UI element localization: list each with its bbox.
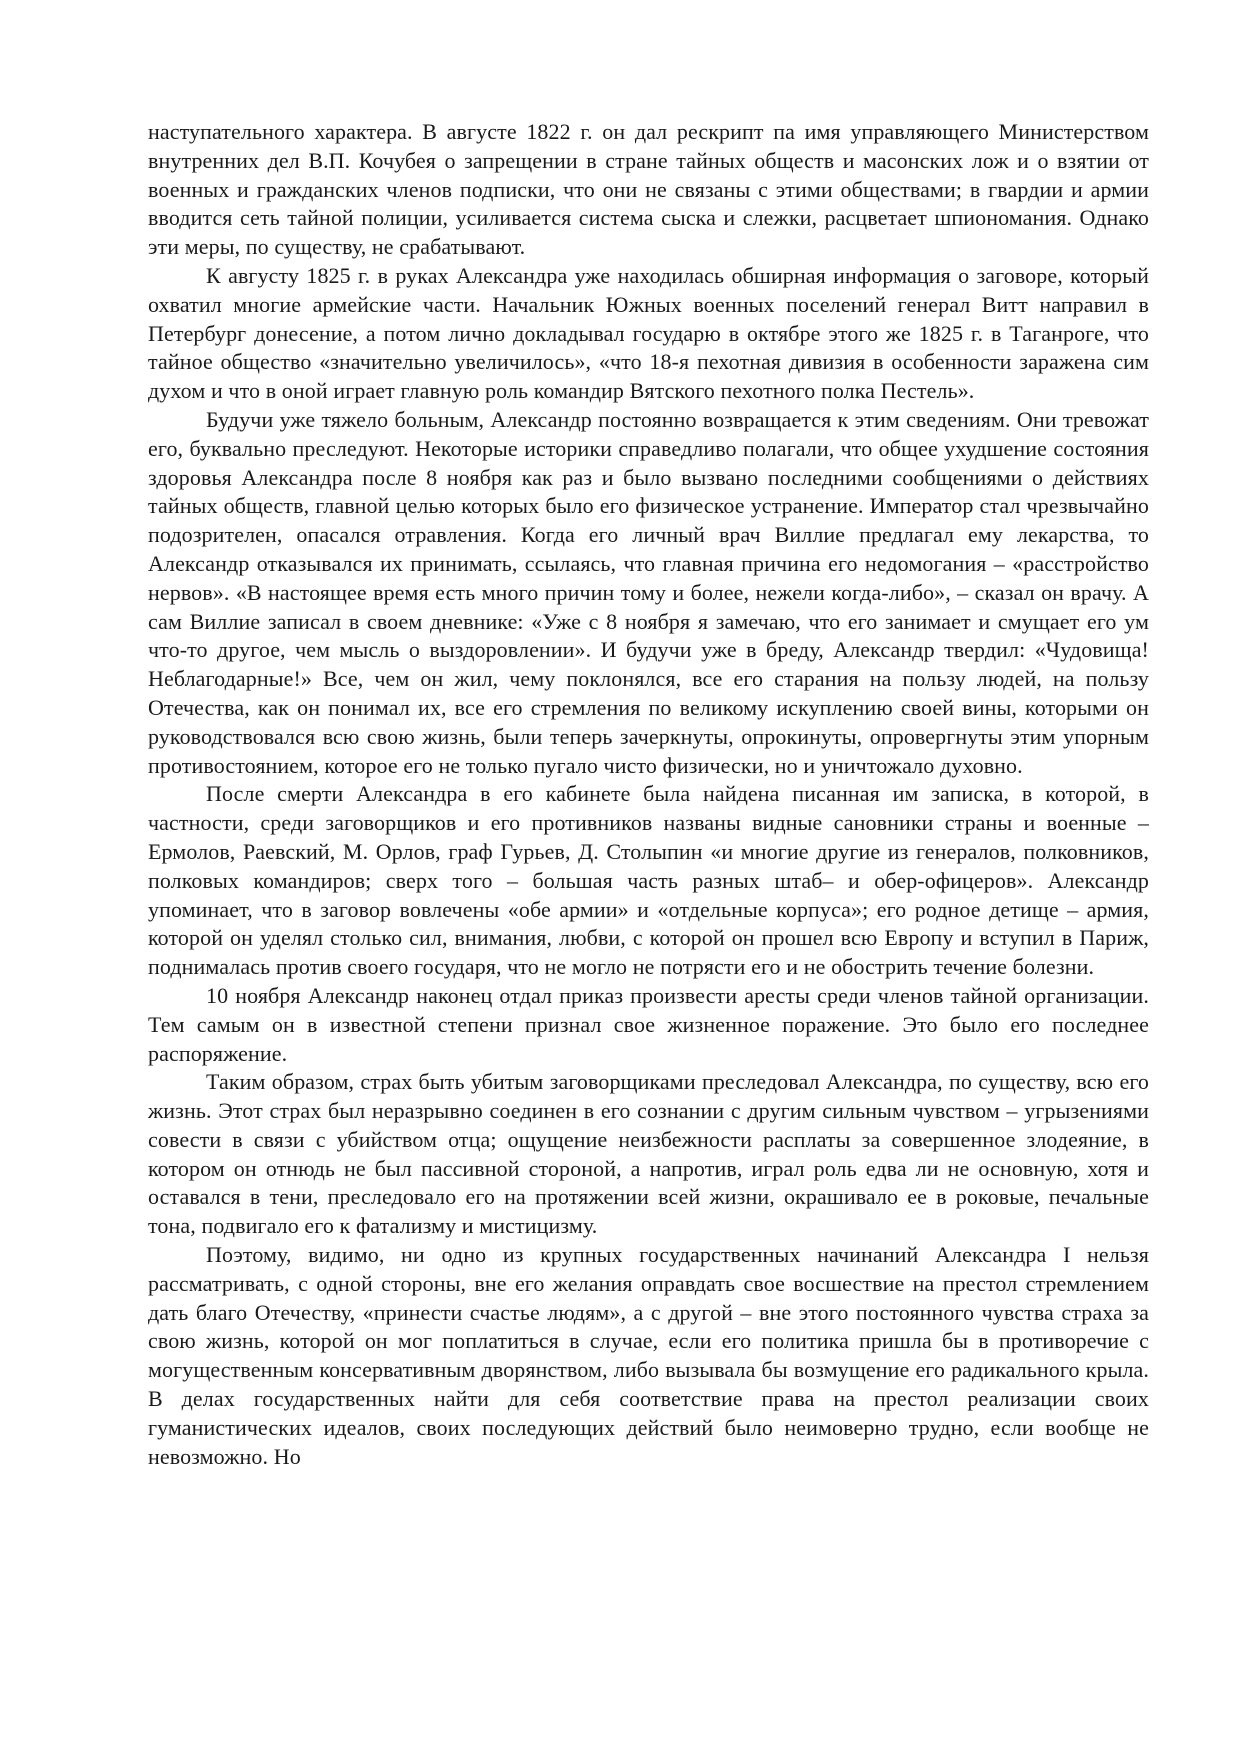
paragraph-2: К августу 1825 г. в руках Александра уже находилась обширная информация о заговоре, который охватил многие армейские части. Начальник Южных военных поселений генерал Витт направил в Петербург донесение, а потом лично докладывал государю в октябре этого же 1825 г. в Таганроге, что тайное общество «значительно увеличилось», «что 18-я пехотная дивизия в особенности заражена сим духом и что в оной играет главную роль командир Вятского пехотного полка Пестель». [148, 262, 1149, 404]
paragraph-3: Будучи уже тяжело больным, Александр постоянно возвращается к этим сведениям. Они тревожат его, буквально преследуют. Некоторые историки справедливо полагали, что общее ухудшение состояния здоровья Александра после 8 ноября как раз и было вызвано последними сообщениями о действиях тайных обществ, главной целью которых было его физическое устранение. Император стал чрезвычайно подозрителен, опасался отравления. Когда его личный врач Виллие предлагал ему лекарства, то Александр отказывался их принимать, ссылаясь, что главная причина его недомогания – «расстройство нервов». «В настоящее время есть много причин тому и более, нежели когда-либо», – сказал он врачу. А сам Виллие записал в своем дневнике: «Уже с 8 ноября я замечаю, что его занимает и смущает его ум что-то другое, чем мысль о выздоровлении». И будучи уже в бреду, Александр твердил: «Чудовища! Неблагодарные!» Все, чем он жил, чему поклонялся, все его старания на пользу людей, на пользу Отечества, как он понимал их, все его стремления по великому искуплению своей вины, которыми он руководствовался всю свою жизнь, были теперь зачеркнуты, опрокинуты, опровергнуты этим упорным противостоянием, которое его не только пугало чисто физически, но и уничтожало духовно. [148, 406, 1149, 778]
paragraph-4: После смерти Александра в его кабинете была найдена писанная им записка, в которой, в частности, среди заговорщиков и его противников названы видные сановники страны и военные – Ермолов, Раевский, М. Орлов, граф Гурьев, Д. Столыпин «и многие другие из генералов, полковников, полковых командиров; сверх того – большая часть разных штаб– и обер-офицеров». Александр упоминает, что в заговор вовлечены «обе армии» и «отдельные корпуса»; его родное детище – армия, которой он уделял столько сил, внимания, любви, с которой он прошел всю Европу и вступил в Париж, поднималась против своего государя, что не могло не потрясти его и не обострить течение болезни. [148, 781, 1149, 980]
paragraph-6: Таким образом, страх быть убитым заговорщиками преследовал Александра, по существу, всю его жизнь. Этот страх был неразрывно соединен в его сознании с другим сильным чувством – угрызениями совести в связи с убийством отца; ощущение неизбежности расплаты за совершенное злодеяние, в котором он отнюдь не был пассивной стороной, а напротив, играл роль едва ли не основную, хотя и оставался в тени, преследовало его на протяжении всей жизни, окрашивало ее в роковые, печальные тона, подвигало его к фатализму и мистицизму. [148, 1069, 1149, 1239]
paragraph-7: Поэтому, видимо, ни одно из крупных государственных начинаний Александра I нельзя рассматривать, с одной стороны, вне его желания оправдать свое восшествие на престол стремлением дать благо Отечеству, «принести счастье людям», а с другой – вне этого постоянного чувства страха за свою жизнь, которой он мог поплатиться в случае, если его политика пришла бы в противоречие с могущественным консервативным дворянством, либо вызывала бы возмущение его радикального крыла. В делах государственных найти для себя соответствие права на престол реализации своих гуманистических идеалов, своих последующих действий было неимоверно трудно, если вообще не невозможно. Но [148, 1242, 1149, 1469]
document-page [148, 118, 1149, 1471]
paragraph-1: наступательного характера. В августе 1822 г. он дал рескрипт па имя управляющего Министерством внутренних дел В.П. Кочубея о запрещении в стране тайных обществ и масонских лож и о взятии от военных и гражданских членов подписки, что они не связаны с этими обществами; в гвардии и армии вводится сеть тайной полиции, усиливается система сыска и слежки, расцветает шпиономания. Однако эти меры, по существу, не срабатывают. [148, 119, 1149, 260]
paragraph-5: 10 ноября Александр наконец отдал приказ произвести аресты среди членов тайной организации. Тем самым он в известной степени признал свое жизненное поражение. Это было его последнее распоряжение. [148, 982, 1149, 1066]
